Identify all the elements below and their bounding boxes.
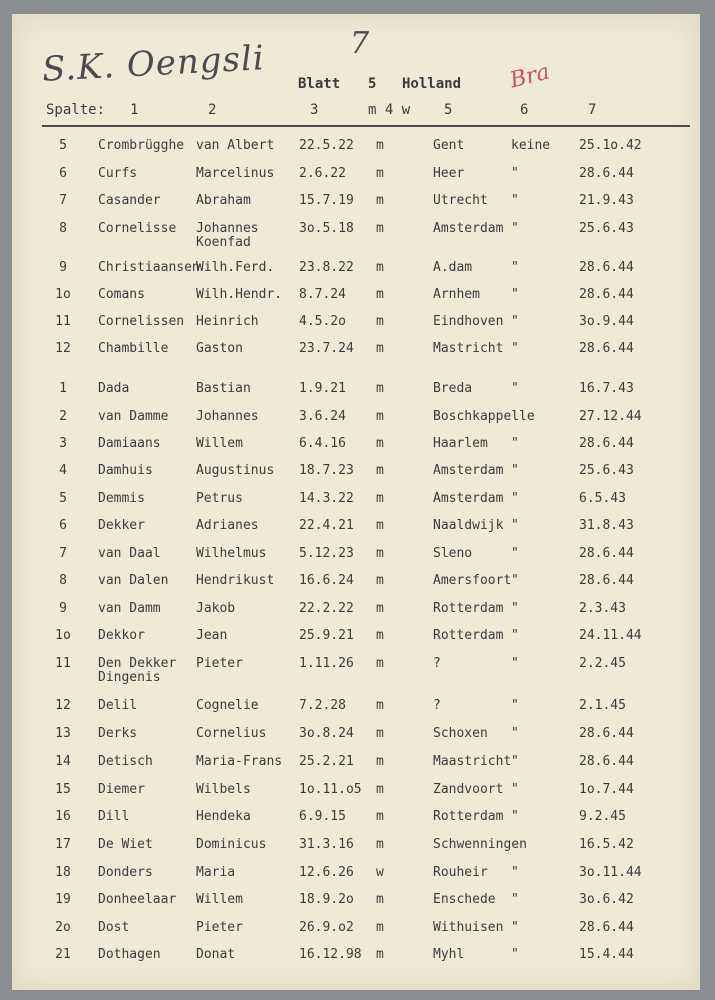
surname-cell: Demmis (98, 491, 145, 506)
sex-cell: m (376, 809, 384, 824)
column-7: 7 (588, 102, 597, 118)
surname-cell: Detisch (98, 754, 153, 769)
record-row (12, 809, 700, 835)
surname-cell: Cornelissen (98, 314, 185, 329)
birth-date-cell: 4.5.2o (299, 314, 346, 329)
surname-cell: Dill (98, 809, 130, 824)
end-date-cell: 28.6.44 (579, 726, 634, 741)
surname-cell: Dada (98, 381, 130, 396)
sex-cell: m (376, 491, 384, 506)
sex-cell: m (376, 892, 384, 907)
birth-date-cell: 22.4.21 (299, 518, 354, 533)
birthplace-cell: Haarlem (433, 436, 488, 451)
ditto-cell: keine (511, 138, 551, 153)
birth-date-cell: 26.9.o2 (299, 920, 354, 935)
surname-cell: Casander (98, 193, 161, 208)
ditto-cell: " (511, 287, 519, 302)
sex-cell: m (376, 837, 384, 852)
sex-cell: m (376, 754, 384, 769)
sex-cell: m (376, 726, 384, 741)
birthplace-cell: Arnhem (433, 287, 480, 302)
ditto-cell: " (511, 491, 519, 506)
given-name-cell: Jakob (196, 601, 236, 616)
record-row (12, 341, 700, 367)
birth-date-cell: 25.9.21 (299, 628, 354, 643)
end-date-cell: 2.1.45 (579, 698, 626, 713)
ditto-cell: " (511, 221, 519, 236)
record-row (12, 221, 700, 250)
record-row (12, 138, 700, 164)
surname-cell: Curfs (98, 166, 138, 181)
record-row (12, 947, 700, 973)
ditto-cell: " (511, 809, 519, 824)
surname-cell: Damhuis (98, 463, 153, 478)
column-3: 3 (310, 102, 319, 118)
end-date-cell: 3o.11.44 (579, 865, 642, 880)
birthplace-cell: Gent (433, 138, 465, 153)
birthplace-cell: Eindhoven (433, 314, 504, 329)
record-row (12, 436, 700, 462)
birthplace-cell: Sleno (433, 546, 473, 561)
birth-date-cell: 1.9.21 (299, 381, 346, 396)
end-date-cell: 9.2.45 (579, 809, 626, 824)
column-4: m 4 w (368, 102, 411, 118)
birthplace-cell: Amsterdam (433, 463, 504, 478)
end-date-cell: 28.6.44 (579, 287, 634, 302)
birthplace-cell: Utrecht (433, 193, 488, 208)
birthplace-cell: Amersfoort (433, 573, 512, 588)
birthplace-cell: Amsterdam (433, 491, 504, 506)
sex-cell: m (376, 947, 384, 962)
sex-cell: m (376, 628, 384, 643)
row-number: 13 (55, 726, 71, 741)
sex-cell: m (376, 546, 384, 561)
sex-cell: w (376, 865, 384, 880)
column-6: 6 (520, 102, 529, 118)
birthplace-cell: ? (433, 656, 441, 671)
given-name-cell: Willem (196, 892, 243, 907)
sex-cell: m (376, 573, 384, 588)
record-row (12, 193, 700, 219)
row-number: 19 (55, 892, 71, 907)
birthplace-cell: ? (433, 698, 441, 713)
record-row (12, 166, 700, 192)
row-number: 11 (55, 656, 71, 671)
ditto-cell: " (511, 518, 519, 533)
birthplace-cell: Myhl (433, 947, 465, 962)
given-name-cell: Wilh.Ferd. (196, 260, 275, 275)
given-name-cell: Cornelius (196, 726, 267, 741)
end-date-cell: 1o.7.44 (579, 782, 634, 797)
row-number: 1 (59, 381, 67, 396)
record-row (12, 892, 700, 918)
given-name-cell: Pieter (196, 656, 243, 671)
row-number: 1o (55, 287, 71, 302)
column-label: Spalte: (46, 102, 106, 118)
end-date-cell: 28.6.44 (579, 546, 634, 561)
end-date-cell: 3o.6.42 (579, 892, 634, 907)
birth-date-cell: 14.3.22 (299, 491, 354, 506)
surname-second-line: Dingenis (98, 670, 161, 685)
birth-date-cell: 16.6.24 (299, 573, 354, 588)
record-row (12, 381, 700, 407)
row-number: 9 (59, 601, 67, 616)
row-number: 2 (59, 409, 67, 424)
ditto-cell: " (511, 463, 519, 478)
row-number: 7 (59, 193, 67, 208)
surname-cell: De Wiet (98, 837, 153, 852)
birthplace-cell: Rouheir (433, 865, 488, 880)
end-date-cell: 28.6.44 (579, 920, 634, 935)
given-name-cell: Maria-Frans (196, 754, 283, 769)
birth-date-cell: 3o.5.18 (299, 221, 354, 236)
given-name-cell: Wilhelmus (196, 546, 267, 561)
surname-cell: Dekkor (98, 628, 145, 643)
sheet-number: 5 (368, 76, 377, 92)
given-name-cell: Gaston (196, 341, 243, 356)
row-number: 14 (55, 754, 71, 769)
birth-date-cell: 5.12.23 (299, 546, 354, 561)
birth-date-cell: 16.12.98 (299, 947, 362, 962)
end-date-cell: 15.4.44 (579, 947, 634, 962)
record-row (12, 463, 700, 489)
birthplace-cell: Maastricht (433, 754, 512, 769)
surname-cell: Damiaans (98, 436, 161, 451)
surname-cell: Dekker (98, 518, 145, 533)
sex-cell: m (376, 698, 384, 713)
end-date-cell: 16.7.43 (579, 381, 634, 396)
end-date-cell: 28.6.44 (579, 260, 634, 275)
birthplace-cell: Rotterdam (433, 628, 504, 643)
birthplace-cell: Mastricht (433, 341, 504, 356)
ditto-cell: " (511, 166, 519, 181)
row-number: 8 (59, 573, 67, 588)
birth-date-cell: 3.6.24 (299, 409, 346, 424)
given-name-cell: Hendrikust (196, 573, 275, 588)
record-row (12, 314, 700, 340)
birthplace-cell: Naaldwijk (433, 518, 504, 533)
row-number: 1o (55, 628, 71, 643)
birthplace-cell: Schoxen (433, 726, 488, 741)
surname-cell: Chambille (98, 341, 169, 356)
sex-cell: m (376, 601, 384, 616)
ditto-cell: " (511, 341, 519, 356)
birth-date-cell: 23.7.24 (299, 341, 354, 356)
birth-date-cell: 1o.11.o5 (299, 782, 362, 797)
row-number: 12 (55, 698, 71, 713)
given-name-cell: Heinrich (196, 314, 259, 329)
ditto-cell: " (511, 601, 519, 616)
row-number: 18 (55, 865, 71, 880)
given-name-cell: Jean (196, 628, 228, 643)
given-name-cell: Willem (196, 436, 243, 451)
birth-date-cell: 3o.8.24 (299, 726, 354, 741)
record-row (12, 920, 700, 946)
sheet-label: Blatt (298, 76, 341, 92)
record-row (12, 287, 700, 313)
end-date-cell: 2.3.43 (579, 601, 626, 616)
record-row (12, 573, 700, 599)
handwritten-mark: 7 (350, 26, 370, 61)
birthplace-cell: Zandvoort (433, 782, 504, 797)
sex-cell: m (376, 287, 384, 302)
ditto-cell: " (511, 193, 519, 208)
given-name-cell: Donat (196, 947, 236, 962)
surname-cell: van Dalen (98, 573, 169, 588)
given-name-cell: Marcelinus (196, 166, 275, 181)
ditto-cell: " (511, 628, 519, 643)
surname-cell: Den Dekker (98, 656, 177, 671)
birth-date-cell: 15.7.19 (299, 193, 354, 208)
ditto-cell: " (511, 754, 519, 769)
ditto-cell: " (511, 381, 519, 396)
record-row (12, 628, 700, 654)
given-name-cell: Cognelie (196, 698, 259, 713)
ditto-cell: " (511, 698, 519, 713)
sex-cell: m (376, 381, 384, 396)
given-name-cell: Dominicus (196, 837, 267, 852)
given-name-cell: Maria (196, 865, 236, 880)
birthplace-cell: Boschkappelle (433, 409, 535, 424)
row-number: 15 (55, 782, 71, 797)
ditto-cell: " (511, 314, 519, 329)
ditto-cell: " (511, 573, 519, 588)
end-date-cell: 28.6.44 (579, 573, 634, 588)
given-name-cell: Augustinus (196, 463, 275, 478)
birthplace-cell: A.dam (433, 260, 473, 275)
record-row (12, 754, 700, 780)
birth-date-cell: 18.9.2o (299, 892, 354, 907)
surname-cell: Comans (98, 287, 145, 302)
birth-date-cell: 22.5.22 (299, 138, 354, 153)
column-2: 2 (208, 102, 217, 118)
surname-cell: Derks (98, 726, 138, 741)
row-number: 5 (59, 491, 67, 506)
ditto-cell: " (511, 260, 519, 275)
row-number: 4 (59, 463, 67, 478)
ditto-cell: " (511, 656, 519, 671)
end-date-cell: 28.6.44 (579, 341, 634, 356)
given-name-cell: Wilh.Hendr. (196, 287, 283, 302)
sex-cell: m (376, 221, 384, 236)
row-number: 8 (59, 221, 67, 236)
given-name-cell: Adrianes (196, 518, 259, 533)
end-date-cell: 6.5.43 (579, 491, 626, 506)
row-number: 6 (59, 518, 67, 533)
surname-cell: van Damme (98, 409, 169, 424)
surname-cell: van Daal (98, 546, 161, 561)
given-name-cell: Hendeka (196, 809, 251, 824)
ditto-cell: " (511, 726, 519, 741)
end-date-cell: 21.9.43 (579, 193, 634, 208)
surname-cell: Donheelaar (98, 892, 177, 907)
ditto-cell: " (511, 892, 519, 907)
row-number: 7 (59, 546, 67, 561)
given-name-cell: Pieter (196, 920, 243, 935)
record-row (12, 865, 700, 891)
header-rule (42, 125, 690, 127)
surname-cell: Cornelisse (98, 221, 177, 236)
record-row (12, 491, 700, 517)
birth-date-cell: 31.3.16 (299, 837, 354, 852)
record-row (12, 518, 700, 544)
sex-cell: m (376, 463, 384, 478)
record-row (12, 698, 700, 724)
birth-date-cell: 6.4.16 (299, 436, 346, 451)
birth-date-cell: 1.11.26 (299, 656, 354, 671)
record-row (12, 656, 700, 685)
sex-cell: m (376, 341, 384, 356)
birth-date-cell: 25.2.21 (299, 754, 354, 769)
surname-cell: Crombrügghe (98, 138, 185, 153)
sex-cell: m (376, 656, 384, 671)
country-label: Holland (402, 76, 462, 92)
sex-cell: m (376, 920, 384, 935)
end-date-cell: 27.12.44 (579, 409, 642, 424)
birthplace-cell: Enschede (433, 892, 496, 907)
birth-date-cell: 23.8.22 (299, 260, 354, 275)
end-date-cell: 25.6.43 (579, 463, 634, 478)
birth-date-cell: 18.7.23 (299, 463, 354, 478)
ditto-cell: " (511, 865, 519, 880)
ditto-cell: " (511, 436, 519, 451)
sex-cell: m (376, 260, 384, 275)
sex-cell: m (376, 166, 384, 181)
birthplace-cell: Amsterdam (433, 221, 504, 236)
birth-date-cell: 7.2.28 (299, 698, 346, 713)
record-row (12, 409, 700, 435)
birthplace-cell: Rotterdam (433, 601, 504, 616)
end-date-cell: 28.6.44 (579, 436, 634, 451)
given-name-second-line: Koenfad (196, 235, 251, 250)
given-name-cell: van Albert (196, 138, 275, 153)
sex-cell: m (376, 409, 384, 424)
row-number: 5 (59, 138, 67, 153)
ditto-cell: " (511, 782, 519, 797)
row-number: 17 (55, 837, 71, 852)
column-header-row (12, 102, 700, 122)
column-1: 1 (130, 102, 139, 118)
end-date-cell: 25.1o.42 (579, 138, 642, 153)
row-number: 2o (55, 920, 71, 935)
record-row (12, 782, 700, 808)
given-name-cell: Johannes (196, 409, 259, 424)
ditto-cell: " (511, 920, 519, 935)
end-date-cell: 28.6.44 (579, 166, 634, 181)
end-date-cell: 31.8.43 (579, 518, 634, 533)
sex-cell: m (376, 518, 384, 533)
given-name-cell: Bastian (196, 381, 251, 396)
given-name-cell: Wilbels (196, 782, 251, 797)
end-date-cell: 24.11.44 (579, 628, 642, 643)
surname-cell: Dost (98, 920, 130, 935)
birth-date-cell: 6.9.15 (299, 809, 346, 824)
birth-date-cell: 8.7.24 (299, 287, 346, 302)
given-name-cell: Petrus (196, 491, 243, 506)
sex-cell: m (376, 138, 384, 153)
surname-cell: Delil (98, 698, 138, 713)
birthplace-cell: Heer (433, 166, 465, 181)
end-date-cell: 25.6.43 (579, 221, 634, 236)
row-number: 3 (59, 436, 67, 451)
handwritten-red-note: Bra (507, 59, 553, 94)
end-date-cell: 28.6.44 (579, 754, 634, 769)
surname-cell: Donders (98, 865, 153, 880)
record-row (12, 546, 700, 572)
surname-cell: van Damm (98, 601, 161, 616)
handwritten-title: S.K. Oengsli (41, 38, 266, 90)
birth-date-cell: 22.2.22 (299, 601, 354, 616)
birthplace-cell: Schwenningen (433, 837, 527, 852)
document-page (12, 14, 700, 990)
column-5: 5 (444, 102, 453, 118)
end-date-cell: 16.5.42 (579, 837, 634, 852)
end-date-cell: 3o.9.44 (579, 314, 634, 329)
ditto-cell: " (511, 546, 519, 561)
sex-cell: m (376, 193, 384, 208)
sex-cell: m (376, 436, 384, 451)
ditto-cell: " (511, 947, 519, 962)
row-number: 21 (55, 947, 71, 962)
record-row (12, 601, 700, 627)
row-number: 12 (55, 341, 71, 356)
row-number: 11 (55, 314, 71, 329)
surname-cell: Diemer (98, 782, 145, 797)
surname-cell: Christiaansen (98, 260, 200, 275)
end-date-cell: 2.2.45 (579, 656, 626, 671)
row-number: 16 (55, 809, 71, 824)
sex-cell: m (376, 314, 384, 329)
birthplace-cell: Breda (433, 381, 473, 396)
sex-cell: m (376, 782, 384, 797)
record-row (12, 726, 700, 752)
given-name-cell: Johannes (196, 221, 259, 236)
surname-cell: Dothagen (98, 947, 161, 962)
birthplace-cell: Withuisen (433, 920, 504, 935)
row-number: 9 (59, 260, 67, 275)
record-row (12, 260, 700, 286)
birth-date-cell: 2.6.22 (299, 166, 346, 181)
record-row (12, 837, 700, 863)
birth-date-cell: 12.6.26 (299, 865, 354, 880)
row-number: 6 (59, 166, 67, 181)
birthplace-cell: Rotterdam (433, 809, 504, 824)
given-name-cell: Abraham (196, 193, 251, 208)
